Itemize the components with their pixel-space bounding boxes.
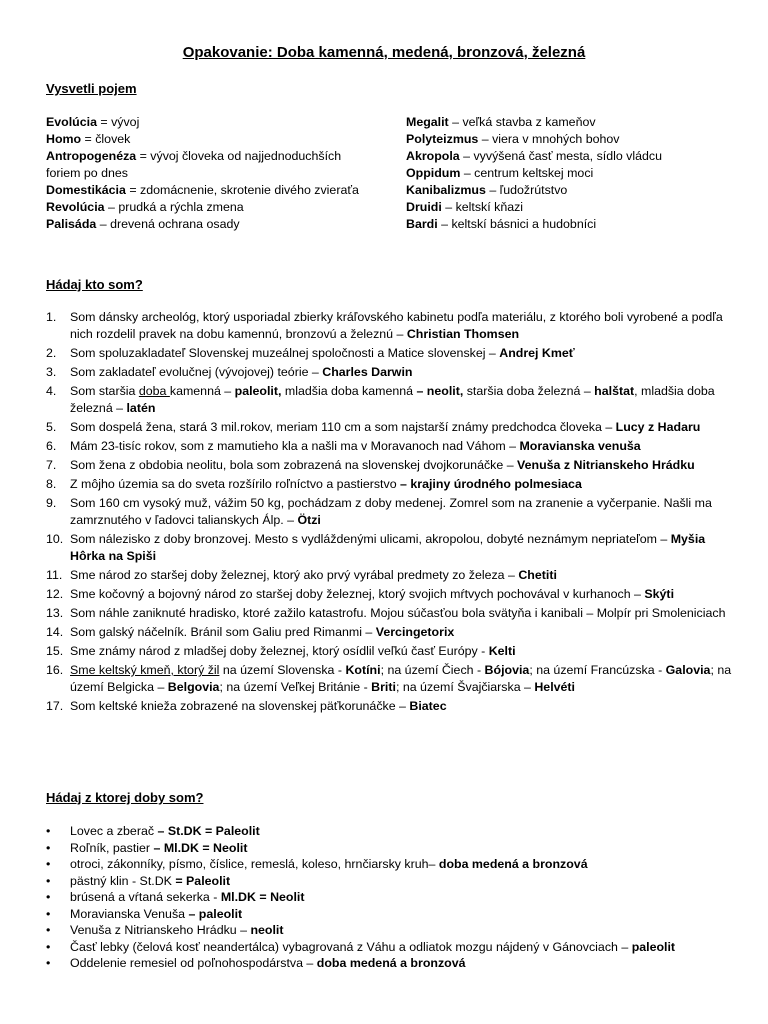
- text-fragment: Z môjho územia sa do sveta rozšírilo roľníctvo a pastierstvo: [70, 477, 401, 491]
- text-fragment: ; na území Belgicka –: [70, 663, 732, 694]
- answer-text: Venuša z Nitrianskeho Hrádku: [517, 458, 695, 472]
- era-item: [46, 840, 736, 857]
- answer-text: Kotíni: [345, 663, 381, 677]
- answer-text: Belgovia: [167, 680, 220, 694]
- answer-text: neolit: [250, 923, 284, 937]
- text-fragment: staršia doba železná –: [463, 384, 595, 398]
- term-name: Homo: [46, 132, 82, 146]
- term-name: Polyteizmus: [406, 132, 479, 146]
- text-fragment: Som galský náčelník. Bránil som Galiu pred Rimanmi –: [70, 625, 376, 639]
- answer-text: latén: [126, 401, 156, 415]
- term-definition: [46, 199, 366, 216]
- term-name: Domestikácia: [46, 183, 126, 197]
- question-item: [46, 383, 736, 417]
- term-definition: [406, 148, 736, 165]
- term-definition: [46, 114, 366, 131]
- term-definition: [406, 216, 736, 233]
- question-number: 7.: [46, 458, 57, 472]
- question-number: 4.: [46, 384, 57, 398]
- text-fragment: Sme kočovný a bojovný národ zo staršej doby železnej, ktorý svojich mŕtvych pochovával v kurhanoch –: [70, 587, 645, 601]
- bullet-icon: •: [46, 824, 51, 838]
- text-fragment: Oddelenie remesiel od poľnohospodárstva –: [70, 956, 317, 970]
- answer-text: doba medená a bronzová: [438, 857, 588, 871]
- term-meaning: – drevená ochrana osady: [96, 217, 240, 231]
- question-item: [46, 531, 736, 565]
- bullet-icon: •: [46, 840, 51, 855]
- question-number: 6.: [46, 439, 57, 453]
- text-fragment: Som 160 cm vysoký muž, vážim 50 kg, pochádzam z doby medenej. Zomrel som na zranenie a vyčerpanie. Našli ma zamrznutého v ľadovci talianskych Álp. –: [70, 496, 712, 527]
- term-name: Revolúcia: [46, 200, 105, 214]
- which-era-list: [46, 823, 736, 972]
- term-definition: [406, 131, 736, 148]
- question-number: 17.: [46, 699, 64, 713]
- era-item: [46, 856, 736, 873]
- text-fragment: Sme národ zo staršej doby železnej, ktorý ako prvý vyrábal predmety zo železa –: [70, 568, 519, 582]
- question-number: 10.: [46, 532, 64, 546]
- answer-text: Moravianska venuša: [519, 439, 641, 453]
- question-number: 12.: [46, 587, 64, 601]
- question-item: [46, 586, 736, 603]
- question-item: [46, 345, 736, 362]
- answer-text: Myšia Hôrka na Spiši: [70, 532, 706, 563]
- answer-text: – neolit,: [416, 384, 464, 398]
- term-meaning: – vyvýšená časť mesta, sídlo vládcu: [459, 149, 663, 163]
- term-name: Kanibalizmus: [406, 183, 486, 197]
- section-heading-terms: Vysvetli pojem: [46, 81, 137, 96]
- term-meaning: = vývoj človeka od najjednoduchších foriem po dnes: [46, 149, 342, 180]
- text-fragment: Som dánsky archeológ, ktorý usporiadal zbierky kráľovského kabinetu podľa materiálu, z ktorého boli vyrobené a podľa nich rozdelil pravek na dobu kamennú, bronzovú a železnú –: [70, 310, 723, 341]
- text-fragment: otroci, zákonníky, písmo, číslice, remeslá, koleso, hrnčiarsky kruh–: [70, 857, 439, 871]
- terms-column-left: [46, 114, 366, 233]
- question-item: [46, 457, 736, 474]
- answer-text: – Ml.DK = Neolit: [153, 840, 248, 855]
- answer-text: paleolit: [631, 939, 676, 954]
- answer-text: = Paleolit: [175, 873, 231, 888]
- term-meaning: = zdomácnenie, skrotenie divého zvieraťa: [125, 183, 359, 197]
- bullet-icon: •: [46, 956, 51, 970]
- era-item: [46, 906, 736, 923]
- text-fragment: ; na území Veľkej Británie -: [219, 680, 372, 694]
- term-name: Druidi: [406, 200, 442, 214]
- answer-text: Biatec: [409, 699, 447, 713]
- question-number: 15.: [46, 644, 64, 658]
- bullet-icon: •: [46, 906, 51, 921]
- term-definition: [406, 165, 736, 182]
- question-item: [46, 438, 736, 455]
- answer-text: Charles Darwin: [322, 365, 413, 379]
- who-am-i-list: [46, 309, 736, 717]
- answer-text: – St.DK = Paleolit: [157, 824, 260, 838]
- text-fragment: Som nálezisko z doby bronzovej. Mesto s vydláždenými ulicami, akropolou, dobyté neznámym nepriateľom –: [70, 532, 671, 546]
- answer-text: – paleolit: [188, 906, 243, 921]
- question-item: [46, 698, 736, 715]
- term-name: Bardi: [406, 217, 438, 231]
- answer-text: halštat: [594, 384, 635, 398]
- text-fragment: Venuša z Nitrianskeho Hrádku –: [70, 923, 251, 937]
- term-name: Oppidum: [406, 166, 461, 180]
- page-title: Opakovanie: Doba kamenná, medená, bronzová, železná: [182, 44, 586, 61]
- term-meaning: – viera v mnohých bohov: [478, 132, 620, 146]
- term-definition: [406, 182, 736, 199]
- term-meaning: – prudká a rýchla zmena: [104, 200, 244, 214]
- text-fragment: mladšia doba kamenná: [281, 384, 417, 398]
- era-item: [46, 939, 736, 956]
- text-fragment: Som náhle zaniknuté hradisko, ktoré zažilo katastrofu. Mojou súčasťou bola svätyňa i kanibali – Molpír pri Smoleniciach: [70, 606, 726, 620]
- text-fragment: Som staršia: [70, 384, 139, 398]
- text-fragment: ; na území Čiech -: [380, 663, 485, 677]
- answer-text: Helvéti: [534, 680, 575, 694]
- answer-text: Galovia: [665, 663, 711, 677]
- text-fragment: Sme keltský kmeň, ktorý žil: [70, 663, 220, 677]
- term-meaning: – keltskí básnici a hudobníci: [437, 217, 597, 231]
- question-number: 5.: [46, 420, 57, 434]
- term-definition: [46, 148, 366, 182]
- era-item: [46, 889, 736, 906]
- text-fragment: Časť lebky (čelová kosť neandertálca) vybagrovaná z Váhu a odliatok mozgu nájdený v Gánovciach –: [70, 939, 632, 954]
- term-name: Akropola: [406, 149, 460, 163]
- text-fragment: Som zakladateľ evolučnej (vývojovej) teórie –: [70, 365, 323, 379]
- text-fragment: Som keltské knieža zobrazené na slovenskej päťkorunáčke –: [70, 699, 410, 713]
- term-meaning: = človek: [81, 132, 131, 146]
- text-fragment: Mám 23-tisíc rokov, som z mamutieho kla a našli ma v Moravanoch nad Váhom –: [70, 439, 520, 453]
- answer-text: paleolit,: [234, 384, 282, 398]
- text-fragment: Roľník, pastier: [70, 840, 154, 855]
- answer-text: Chetiti: [518, 568, 557, 582]
- text-fragment: , mladšia doba železná –: [70, 384, 715, 415]
- question-number: 16.: [46, 663, 64, 677]
- text-fragment: brúsená a vŕtaná sekerka -: [70, 890, 221, 904]
- answer-text: – krajiny úrodného polmesiaca: [400, 477, 582, 491]
- text-fragment: Som dospelá žena, stará 3 mil.rokov, meriam 110 cm a som najstarší známy predchodca človeka –: [70, 420, 616, 434]
- answer-text: Ötzi: [297, 513, 321, 527]
- term-name: Antropogenéza: [46, 149, 137, 163]
- question-number: 1.: [46, 310, 57, 324]
- text-fragment: na území Slovenska -: [219, 663, 346, 677]
- text-fragment: Sme známy národ z mladšej doby železnej, ktorý osídlil veľkú časť Európy -: [70, 644, 489, 658]
- question-item: [46, 624, 736, 641]
- question-number: 14.: [46, 625, 64, 639]
- answer-text: Christian Thomsen: [406, 327, 520, 341]
- question-item: [46, 643, 736, 660]
- question-item: [46, 309, 736, 343]
- era-item: [46, 955, 736, 972]
- bullet-icon: •: [46, 857, 51, 871]
- question-item: [46, 419, 736, 436]
- answer-text: Briti: [371, 680, 396, 694]
- question-number: 13.: [46, 606, 64, 620]
- section-heading-who: Hádaj kto som?: [46, 277, 143, 292]
- term-definition: [406, 199, 736, 216]
- text-fragment: ; na území Švajčiarska –: [395, 680, 535, 694]
- era-item: [46, 922, 736, 939]
- term-meaning: – keltskí kňazi: [441, 200, 524, 214]
- bullet-icon: •: [46, 939, 51, 954]
- text-fragment: Som spoluzakladateľ Slovenskej muzeálnej spoločnosti a Matice slovenskej –: [70, 346, 500, 360]
- text-fragment: Som žena z obdobia neolitu, bola som zobrazená na slovenskej dvojkorunáčke –: [70, 458, 518, 472]
- question-item: [46, 605, 736, 622]
- term-meaning: – ľudožrútstvo: [485, 183, 568, 197]
- question-number: 11.: [46, 568, 63, 582]
- term-name: Evolúcia: [46, 115, 97, 129]
- era-item: [46, 823, 736, 840]
- term-name: Palisáda: [46, 217, 97, 231]
- answer-text: Andrej Kmeť: [499, 346, 575, 360]
- text-fragment: doba: [138, 384, 170, 398]
- answer-text: Kelti: [488, 644, 516, 658]
- answer-text: Vercingetorix: [375, 625, 455, 639]
- bullet-icon: •: [46, 923, 51, 937]
- text-fragment: Moravianska Venuša: [70, 906, 189, 921]
- terms-column-right: [406, 114, 736, 233]
- answer-text: Ml.DK = Neolit: [220, 890, 305, 904]
- bullet-icon: •: [46, 873, 51, 888]
- question-item: [46, 476, 736, 493]
- term-definition: [406, 114, 736, 131]
- question-item: [46, 495, 736, 529]
- term-meaning: = vývoj: [96, 115, 140, 129]
- question-number: 2.: [46, 346, 57, 360]
- answer-text: Lucy z Hadaru: [615, 420, 701, 434]
- question-number: 3.: [46, 365, 57, 379]
- term-meaning: – veľká stavba z kameňov: [448, 115, 596, 129]
- term-definition: [46, 182, 366, 199]
- question-item: [46, 567, 736, 584]
- text-fragment: Lovec a zberač: [70, 824, 158, 838]
- era-item: [46, 873, 736, 890]
- text-fragment: ; na území Francúzska -: [529, 663, 666, 677]
- answer-text: Bójovia: [484, 663, 530, 677]
- term-definition: [46, 216, 366, 233]
- term-meaning: – centrum keltskej moci: [460, 166, 594, 180]
- question-item: [46, 364, 736, 381]
- term-definition: [46, 131, 366, 148]
- section-heading-era: Hádaj z ktorej doby som?: [46, 790, 204, 805]
- text-fragment: kamenná –: [169, 384, 235, 398]
- bullet-icon: •: [46, 890, 51, 904]
- question-number: 8.: [46, 477, 57, 491]
- question-number: 9.: [46, 496, 57, 510]
- answer-text: doba medená a bronzová: [316, 956, 466, 970]
- question-item: [46, 662, 736, 696]
- answer-text: Skýti: [644, 587, 675, 601]
- term-name: Megalit: [406, 115, 449, 129]
- text-fragment: pästný klin - St.DK: [70, 873, 176, 888]
